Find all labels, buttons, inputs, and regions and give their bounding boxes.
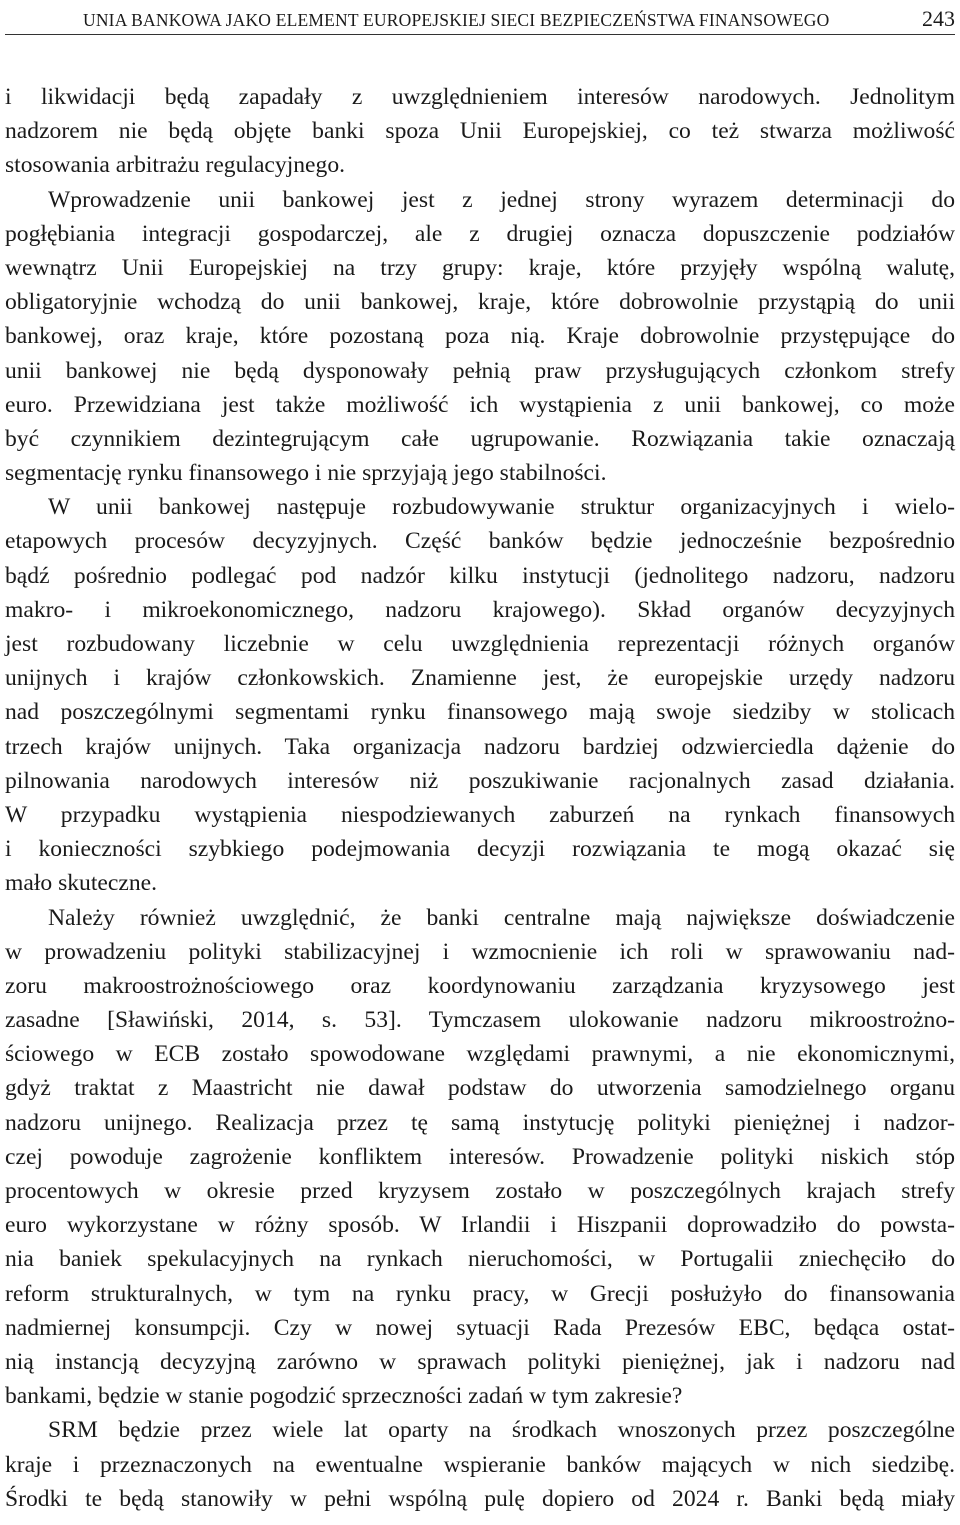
text-line: bankami, będzie w stanie pogodzić sprzeczności zadań w tym zakresie? — [5, 1383, 683, 1410]
text-line: kraje i przeznaczonych na ewentualne wspieranie banków mających w nich siedzibę. — [5, 1451, 955, 1478]
paragraph-start-line: Należy również uwzględnić, że banki centralne mają największe doświadczenie — [48, 904, 955, 931]
text-line: W przypadku wystąpienia niespodziewanych zaburzeń na rynkach finansowych — [5, 801, 955, 828]
text-line: nadmiernej konsumpcji. Czy w nowej sytuacji Rada Prezesów EBC, będąca ostat- — [5, 1314, 955, 1341]
text-line: być czynnikiem dezintegrującym całe ugrupowanie. Rozwiązania takie oznaczają — [5, 425, 955, 452]
text-line: i konieczności szybkiego podejmowania decyzji rozwiązania te mogą okazać się — [5, 836, 955, 863]
page-number: 243 — [922, 6, 955, 31]
text-line: nia baniek spekulacyjnych na rynkach nieruchomości, w Portugalii zniechęciło do — [5, 1246, 955, 1273]
text-line: i likwidacji będą zapadały z uwzględnieniem interesów narodowych. Jednolitym — [5, 84, 955, 110]
text-line: bądź pośrednio podlegać pod nadzór kilku instytucji (jednolitego nadzoru, nadzoru — [5, 562, 955, 589]
text-line: euro wykorzystane w różny sposób. W Irlandii i Hiszpanii doprowadziło do powsta- — [5, 1212, 955, 1239]
text-line: zasadne [Sławiński, 2014, s. 53]. Tymczasem ulokowanie nadzoru mikroostrożno- — [5, 1007, 955, 1034]
text-line: pilnowania narodowych interesów niż poszukiwanie racjonalnych zasad działania. — [5, 767, 955, 794]
text-line: unii bankowej nie będą dysponowały pełnią praw przysługujących członkom strefy — [5, 357, 955, 384]
text-line: trzech krajów unijnych. Taka organizacja nadzoru bardziej odzwierciedla dążenie do — [5, 733, 955, 760]
paragraph-start-line: SRM będzie przez wiele lat oparty na środkach wnoszonych przez poszczególne — [48, 1417, 955, 1444]
text-line: w prowadzeniu polityki stabilizacyjnej i wzmocnienie ich roli w sprawowaniu nad- — [5, 938, 955, 965]
text-line: pogłębiania integracji gospodarczej, ale z drugiej oznacza dopuszczenie podziałów — [5, 220, 955, 247]
text-line: wewnątrz Unii Europejskiej na trzy grupy: kraje, które przyjęły wspólną walutę, — [5, 254, 955, 281]
text-line: gdyż traktat z Maastricht nie dawał podstaw do utworzenia samodzielnego organu — [5, 1075, 955, 1102]
text-line: czej powoduje zagrożenie konfliktem interesów. Prowadzenie polityki niskich stóp — [5, 1143, 955, 1170]
body-text — [5, 80, 955, 1516]
text-line: nad poszczególnymi segmentami rynku finansowego mają swoje siedziby w stolicach — [5, 699, 955, 726]
text-line: ściowego w ECB zostało spowodowane względami prawnymi, a nie ekonomicznymi, — [5, 1041, 955, 1068]
text-line: euro. Przewidziana jest także możliwość ich wystąpienia z unii bankowej, co może — [5, 391, 955, 418]
text-line: nadzorem nie będą objęte banki spoza Unii Europejskiej, co też stwarza możliwość — [5, 118, 955, 145]
running-title: UNIA BANKOWA JAKO ELEMENT EUROPEJSKIEJ SIECI BEZPIECZEŃSTWA FINANSOWEGO — [83, 10, 830, 30]
paragraph-start-line: Wprowadzenie unii bankowej jest z jednej strony wyrazem determinacji do — [48, 186, 955, 213]
text-line: reform strukturalnych, w tym na rynku pracy, w Grecji posłużyło do finansowania — [5, 1280, 955, 1307]
text-line: makro- i mikroekonomicznego, nadzoru krajowego). Skład organów decyzyjnych — [5, 596, 955, 623]
text-line: nią instancją decyzyjną zarówno w sprawach polityki pieniężnej, jak i nadzoru nad — [5, 1348, 955, 1375]
text-line: nadzoru unijnego. Realizacja przez tę samą instytucję polityki pieniężnej i nadzor- — [5, 1109, 955, 1136]
paragraph-start-line: W unii bankowej następuje rozbudowywanie struktur organizacyjnych i wielo- — [48, 494, 955, 521]
text-line: obligatoryjnie wchodzą do unii bankowej, kraje, które dobrowolnie przystąpią do unii — [5, 289, 955, 316]
text-line: stosowania arbitrażu regulacyjnego. — [5, 152, 346, 179]
text-line: unijnych i krajów członkowskich. Znamienne jest, że europejskie urzędy nadzoru — [5, 665, 955, 692]
running-header — [5, 4, 955, 35]
text-line: procentowych w okresie przed kryzysem zostało w poszczególnych krajach strefy — [5, 1178, 955, 1204]
text-line: segmentację rynku finansowego i nie sprzyjają jego stabilności. — [5, 460, 607, 487]
text-line: jest rozbudowany liczebnie w celu uwzględnienia reprezentacji różnych organów — [5, 631, 955, 657]
text-line: zoru makroostrożnościowego oraz koordynowaniu zarządzania kryzysowego jest — [5, 972, 955, 999]
text-line: etapowych procesów decyzyjnych. Część banków będzie jednocześnie bezpośrednio — [5, 528, 955, 555]
text-line: mało skuteczne. — [5, 870, 157, 897]
text-line: bankowej, oraz kraje, które pozostaną poza nią. Kraje dobrowolnie przystępujące do — [5, 323, 955, 350]
text-line: Środki te będą stanowiły w pełni wspólną pulę dopiero od 2024 r. Banki będą miały — [5, 1485, 955, 1512]
